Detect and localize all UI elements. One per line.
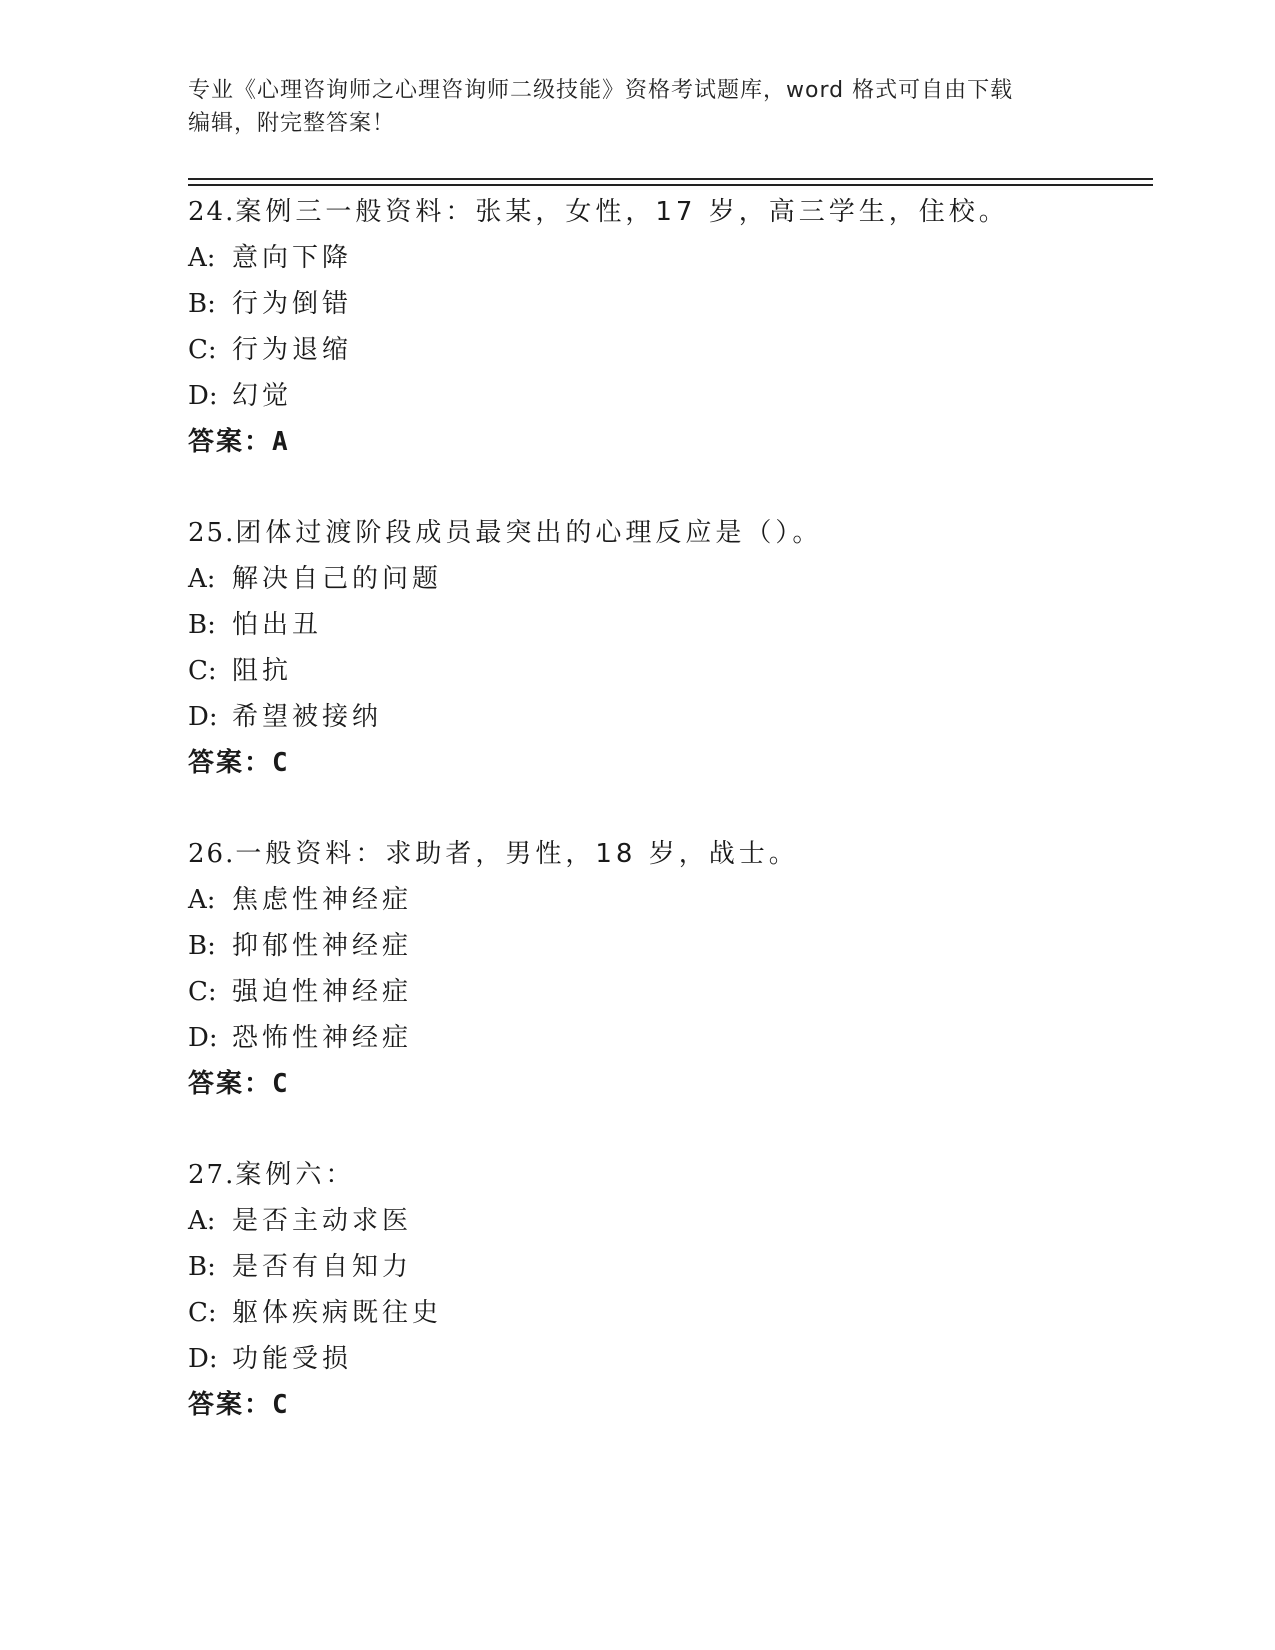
option-text: 是否主动求医	[232, 1206, 413, 1236]
header-line-1: 专业《心理咨询师之心理咨询师二级技能》资格考试题库，word 格式可自由下载	[188, 78, 1014, 103]
option-c	[188, 1290, 1148, 1336]
question-stem	[188, 510, 1148, 556]
question-text: 案例六：	[235, 1160, 356, 1190]
question-number: 27.	[188, 1160, 236, 1190]
option-text: 解决自己的问题	[232, 564, 443, 594]
option-letter: D:	[188, 702, 218, 732]
question-number: 26.	[188, 839, 236, 869]
option-a	[188, 877, 1148, 923]
question-stem	[188, 831, 1148, 877]
option-letter: A:	[188, 243, 216, 273]
answer-value: C	[272, 1069, 290, 1099]
option-text: 怕出丑	[232, 610, 323, 640]
option-d	[188, 694, 1148, 740]
option-text: 幻觉	[232, 381, 293, 411]
option-letter: D:	[188, 381, 218, 411]
option-letter: D:	[188, 1344, 218, 1374]
option-letter: D:	[188, 1023, 218, 1053]
header-divider-top	[188, 178, 1153, 180]
option-letter: B:	[188, 610, 216, 640]
option-a	[188, 1198, 1148, 1244]
document-header	[188, 74, 1088, 140]
option-text: 恐怖性神经症	[232, 1023, 413, 1053]
option-c	[188, 327, 1148, 373]
option-text: 意向下降	[232, 243, 353, 273]
answer-line	[188, 1382, 1148, 1428]
option-letter: C:	[188, 1298, 217, 1328]
question-list	[188, 189, 1148, 1473]
option-letter: C:	[188, 977, 217, 1007]
answer-value: C	[272, 1390, 290, 1420]
option-text: 希望被接纳	[232, 702, 383, 732]
question-number: 25.	[188, 518, 236, 548]
option-text: 功能受损	[232, 1344, 353, 1374]
option-text: 是否有自知力	[232, 1252, 413, 1282]
answer-label: 答案：	[188, 1390, 273, 1420]
answer-value: C	[272, 748, 290, 778]
answer-line	[188, 740, 1148, 786]
header-divider-bottom	[188, 184, 1153, 186]
question-stem	[188, 1152, 1148, 1198]
question-27	[188, 1152, 1148, 1428]
answer-label: 答案：	[188, 427, 273, 457]
question-25	[188, 510, 1148, 786]
option-letter: B:	[188, 931, 216, 961]
answer-value: A	[272, 427, 290, 457]
header-line-2: 编辑，附完整答案！	[188, 111, 396, 136]
option-b	[188, 602, 1148, 648]
option-d	[188, 1336, 1148, 1382]
option-letter: C:	[188, 335, 217, 365]
answer-label: 答案：	[188, 748, 273, 778]
question-stem	[188, 189, 1148, 235]
option-letter: B:	[188, 289, 216, 319]
question-number: 24.	[188, 197, 236, 227]
option-b	[188, 281, 1148, 327]
answer-label: 答案：	[188, 1069, 273, 1099]
option-letter: C:	[188, 656, 217, 686]
question-24	[188, 189, 1148, 465]
option-text: 阻抗	[232, 656, 293, 686]
option-c	[188, 648, 1148, 694]
option-letter: B:	[188, 1252, 216, 1282]
option-letter: A:	[188, 1206, 216, 1236]
option-d	[188, 373, 1148, 419]
question-text: 团体过渡阶段成员最突出的心理反应是（）。	[235, 518, 823, 548]
option-letter: A:	[188, 885, 216, 915]
question-26	[188, 831, 1148, 1107]
option-letter: A:	[188, 564, 216, 594]
option-text: 行为倒错	[232, 289, 353, 319]
option-text: 焦虑性神经症	[232, 885, 413, 915]
answer-line	[188, 419, 1148, 465]
answer-line	[188, 1061, 1148, 1107]
option-d	[188, 1015, 1148, 1061]
option-text: 行为退缩	[232, 335, 353, 365]
option-text: 强迫性神经症	[232, 977, 413, 1007]
option-c	[188, 969, 1148, 1015]
option-text: 躯体疾病既往史	[232, 1298, 443, 1328]
question-text: 一般资料：求助者，男性，18 岁，战士。	[235, 839, 799, 869]
question-text: 案例三一般资料：张某，女性，17 岁，高三学生，住校。	[235, 197, 1009, 227]
option-a	[188, 556, 1148, 602]
option-a	[188, 235, 1148, 281]
option-b	[188, 923, 1148, 969]
option-b	[188, 1244, 1148, 1290]
option-text: 抑郁性神经症	[232, 931, 413, 961]
